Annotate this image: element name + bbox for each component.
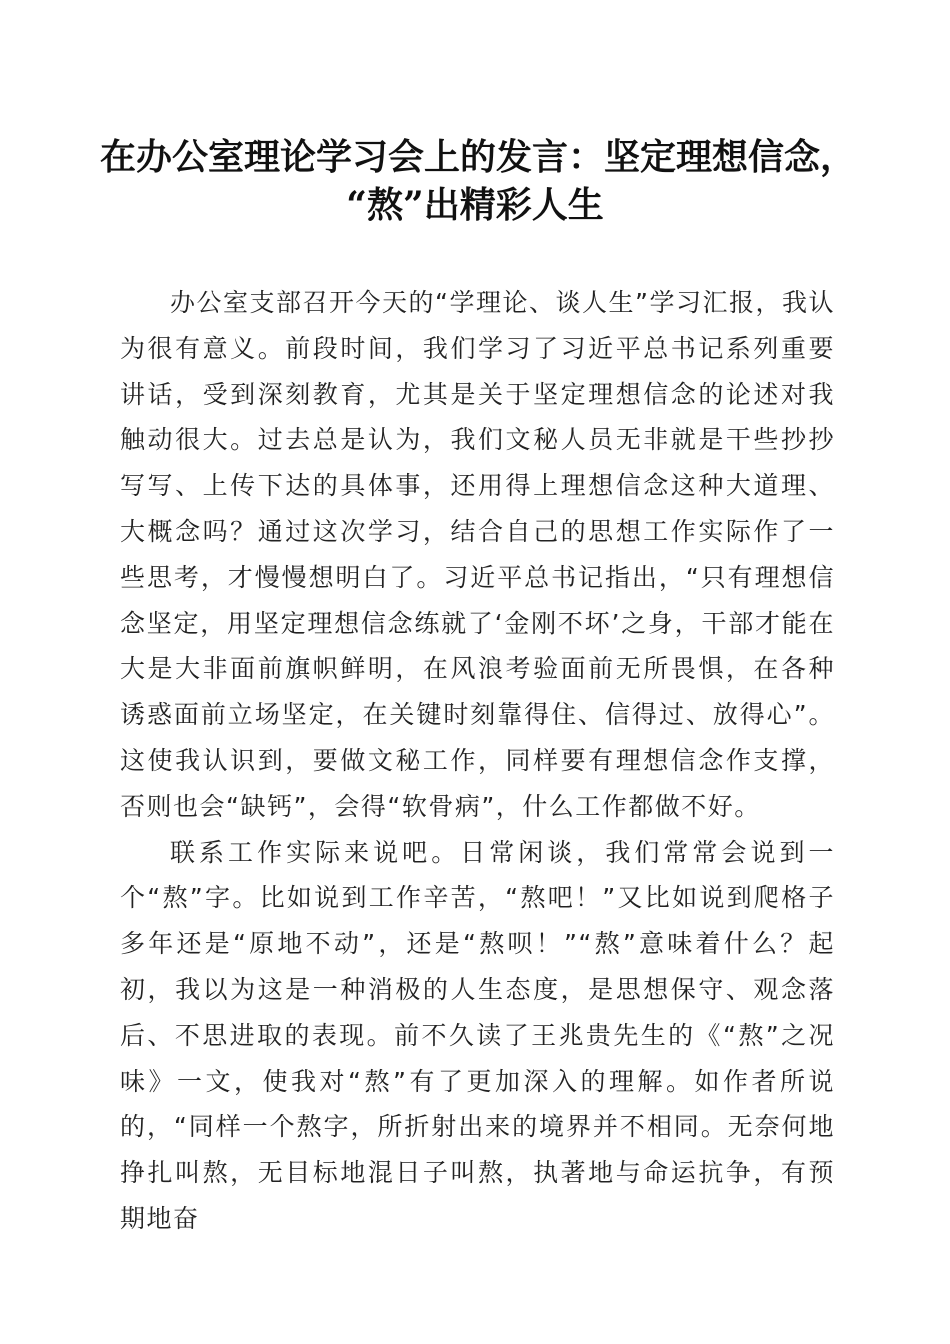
document-body	[120, 280, 835, 1242]
document-title	[100, 133, 857, 229]
title-line-2: “熬”出精彩人生	[346, 184, 604, 226]
paragraph: 联系工作实际来说吧。日常闲谈，我们常常会说到一个“熬”字。比如说到工作辛苦，“熬吧！”又比如说到爬格子多年还是“原地不动”，还是“熬呗！”“熬”意味着什么？起初，我以为这是一种消极的人生态度，是思想保守、观念落后、不思进取的表现。前不久读了王兆贵先生的《“熬”之况味》一文，使我对“熬”有了更加深入的理解。如作者所说的，“同样一个熬字，所折射出来的境界并不相同。无奈何地挣扎叫熬，无目标地混日子叫熬，执著地与命运抗争，有预期地奋	[120, 837, 835, 1233]
title-line-1: 在办公室理论学习会上的发言：坚定理想信念，	[100, 136, 857, 178]
paragraph: 办公室支部召开今天的“学理论、谈人生”学习汇报，我认为很有意义。前段时间，我们学习了习近平总书记系列重要讲话，受到深刻教育，尤其是关于坚定理想信念的论述对我触动很大。过去总是认为，我们文秘人员无非就是干些抄抄写写、上传下达的具体事，还用得上理想信念这种大道理、大概念吗？通过这次学习，结合自己的思想工作实际作了一些思考，才慢慢想明白了。习近平总书记指出，“只有理想信念坚定，用坚定理想信念练就了‘金刚不坏’之身，干部才能在大是大非面前旗帜鲜明，在风浪考验面前无所畏惧，在各种诱惑面前立场坚定，在关键时刻靠得住、信得过、放得心”。这使我认识到，要做文秘工作，同样要有理想信念作支撑，否则也会“缺钙”，会得“软骨病”，什么工作都做不好。	[120, 288, 835, 821]
